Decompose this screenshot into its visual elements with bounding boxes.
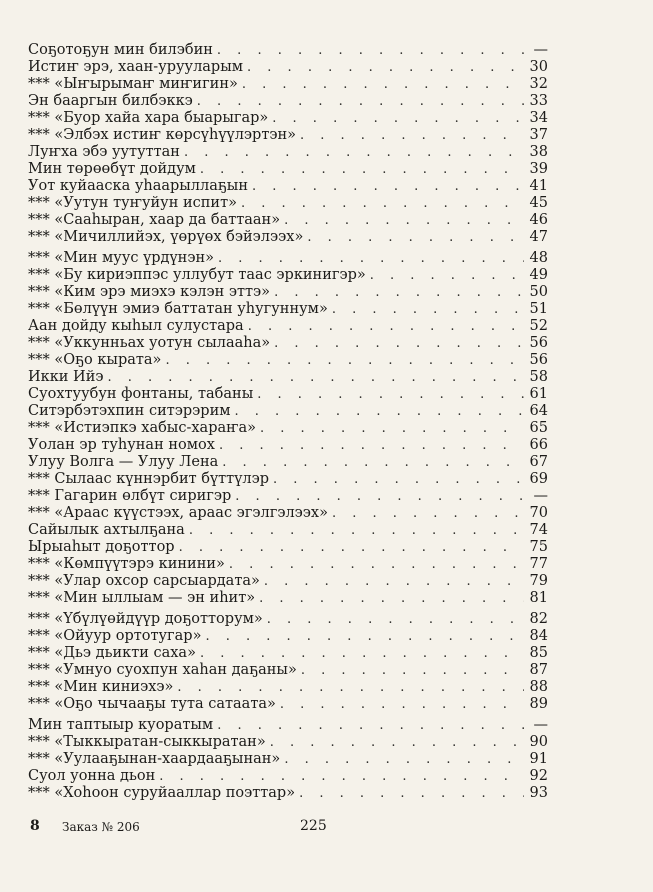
toc-entry-title: *** «Истиэпкэ хабыс-хараҥа» (28, 420, 256, 436)
toc-entry (28, 352, 548, 369)
toc-entry-page: 93 (529, 785, 548, 801)
toc-entry-page: 45 (529, 195, 548, 211)
page-number: 225 (300, 818, 327, 834)
toc-entry (28, 717, 548, 734)
toc-entry-title: *** «Уулааҕынан-хаардааҕынан» (28, 751, 281, 767)
dot-leader (272, 110, 524, 127)
toc-entry-page: 65 (529, 420, 548, 436)
dot-leader (242, 76, 524, 93)
dot-leader (205, 628, 524, 645)
toc-entry-page: 87 (529, 662, 548, 678)
toc-entry-page: 48 (529, 250, 548, 266)
dot-leader (252, 178, 524, 195)
dot-leader (235, 488, 524, 505)
toc-entry (28, 590, 548, 607)
toc-entry (28, 250, 548, 267)
dot-leader (274, 284, 524, 301)
toc-entry (28, 611, 548, 628)
dot-leader (267, 611, 524, 628)
toc-entry-title: Сайылык ахтылҕана (28, 522, 185, 538)
toc-entry (28, 420, 548, 437)
toc-entry-page: 85 (529, 645, 548, 661)
dot-leader (260, 420, 524, 437)
toc-entry-page: 70 (529, 505, 548, 521)
dot-leader (222, 454, 524, 471)
toc-entry-title: Истиҥ эрэ, хаан-урууларым (28, 59, 244, 75)
toc-entry-title: Уот куйааска уһаарыллаҕын (28, 178, 248, 194)
toc-entry-page: 74 (529, 522, 548, 538)
toc-entry-title: *** «Ким эрэ миэхэ кэлэн эттэ» (28, 284, 271, 300)
toc-entry (28, 93, 548, 110)
toc-entry-page: 79 (529, 573, 548, 589)
toc-entry (28, 386, 548, 403)
dot-leader (179, 539, 524, 556)
toc-entry-title: *** «Араас күүстээх, араас эгэлгэлээх» (28, 505, 328, 521)
toc-entry-page: 82 (529, 611, 548, 627)
toc-entry (28, 645, 548, 662)
toc-entry-title: *** «Элбэх истиҥ көрсүһүүлэртэн» (28, 127, 297, 143)
toc-entry (28, 369, 548, 386)
dot-leader (229, 556, 524, 573)
signature-mark: 8 (30, 818, 40, 834)
toc-entry-title: *** «Оҕо чычааҕы тута сатаата» (28, 696, 276, 712)
toc-entry (28, 768, 548, 785)
toc-entry-page: 37 (529, 127, 548, 143)
toc-entry-page: 49 (529, 267, 548, 283)
dot-leader (177, 679, 524, 696)
toc-entry-title: Соҕотоҕун мин билэбин (28, 42, 213, 58)
dot-leader (299, 785, 524, 802)
toc-entry (28, 628, 548, 645)
toc-entry-title: *** «Бөлүүн эмиэ баттатан уһугуннум» (28, 301, 328, 317)
dot-leader (189, 522, 524, 539)
toc-entry (28, 522, 548, 539)
toc-entry-page: 69 (529, 471, 548, 487)
toc-entry-page: 38 (529, 144, 548, 160)
toc-entry (28, 195, 548, 212)
toc-entry-page: 66 (529, 437, 548, 453)
toc-entry-page: — (533, 717, 548, 733)
toc-entry (28, 751, 548, 768)
toc-entry-page: 32 (529, 76, 548, 92)
dot-leader (248, 318, 524, 335)
dot-leader (159, 768, 524, 785)
page-footer (30, 818, 550, 838)
dot-leader (247, 59, 524, 76)
toc-entry-title: *** «Дьэ дьикти саха» (28, 645, 196, 661)
toc-entry-title: *** «Буор хайа хара быарыгар» (28, 110, 269, 126)
toc-entry (28, 505, 548, 522)
toc-entry (28, 335, 548, 352)
toc-entry-title: *** «Мин киниэхэ» (28, 679, 174, 695)
toc-entry-page: 58 (529, 369, 548, 385)
toc-entry-title: *** «Бу кириэппэс уллубут таас эркинигэр» (28, 267, 366, 283)
toc-entry (28, 301, 548, 318)
toc-entry-page: 56 (529, 352, 548, 368)
dot-leader (307, 229, 524, 246)
print-order: Заказ № 206 (62, 820, 140, 834)
toc-entry-page: 56 (529, 335, 548, 351)
toc-entry-title: *** «Ойуур ортотугар» (28, 628, 202, 644)
toc-entry (28, 573, 548, 590)
toc-entry (28, 76, 548, 93)
dot-leader (218, 250, 524, 267)
dot-leader (273, 471, 524, 488)
dot-leader (200, 645, 524, 662)
toc-entry-page: 50 (529, 284, 548, 300)
toc-entry (28, 59, 548, 76)
dot-leader (270, 734, 524, 751)
toc-entry-page: 77 (529, 556, 548, 572)
toc-entry (28, 229, 548, 246)
toc-entry (28, 178, 548, 195)
dot-leader (332, 301, 524, 318)
toc-entry (28, 284, 548, 301)
dot-leader (332, 505, 524, 522)
dot-leader (301, 662, 524, 679)
dot-leader (200, 161, 524, 178)
toc-entry-page: 90 (529, 734, 548, 750)
dot-leader (280, 696, 524, 713)
toc-entry-page: 64 (529, 403, 548, 419)
toc-entry-title: *** «Сааһыран, хаар да баттаан» (28, 212, 281, 228)
toc-entry-title: *** «Умнуо суохпун хаһан даҕаны» (28, 662, 297, 678)
dot-leader (257, 386, 524, 403)
dot-leader (235, 403, 524, 420)
dot-leader (197, 93, 524, 110)
toc-entry-title: *** «Көмпүүтэрэ кинини» (28, 556, 225, 572)
toc-entry (28, 471, 548, 488)
toc-entry-page: — (533, 488, 548, 504)
toc-entry-page: 51 (529, 301, 548, 317)
dot-leader (217, 717, 524, 734)
toc-entry-title: Суол уонна дьон (28, 768, 156, 784)
toc-entry-title: Мин төрөөбүт дойдум (28, 161, 196, 177)
toc-entry (28, 212, 548, 229)
toc-entry-page: 33 (529, 93, 548, 109)
dot-leader (284, 751, 524, 768)
dot-leader (284, 212, 524, 229)
toc-entry (28, 127, 548, 144)
dot-leader (259, 590, 524, 607)
toc-entry (28, 267, 548, 284)
toc-entry-page: 81 (529, 590, 548, 606)
toc-entry-page: 30 (529, 59, 548, 75)
toc-entry-page: 88 (529, 679, 548, 695)
toc-entry-title: Суохтуубун фонтаны, табаны (28, 386, 254, 402)
toc-entry (28, 454, 548, 471)
dot-leader (300, 127, 524, 144)
toc-entry (28, 539, 548, 556)
toc-entry (28, 403, 548, 420)
toc-entry-title: *** «Оҕо кырата» (28, 352, 162, 368)
dot-leader (184, 144, 524, 161)
toc-entry-title: Уолан эр туһунан номох (28, 437, 215, 453)
toc-entry-title: *** «Тыккыратан-сыккыратан» (28, 734, 266, 750)
toc-entry-page: 89 (529, 696, 548, 712)
toc-entry (28, 696, 548, 713)
toc-entry-title: Икки Ийэ (28, 369, 104, 385)
table-of-contents (28, 42, 548, 802)
toc-entry (28, 734, 548, 751)
toc-entry-title: *** «Уккунньах уотун сылааһа» (28, 335, 271, 351)
toc-entry-title: *** «Үбүлүөйдүүр доҕотторум» (28, 611, 263, 627)
dot-leader (165, 352, 524, 369)
dot-leader (241, 195, 524, 212)
toc-entry (28, 110, 548, 127)
toc-entry (28, 556, 548, 573)
dot-leader (274, 335, 524, 352)
toc-entry-title: *** «Улар охсор сарсыардата» (28, 573, 260, 589)
dot-leader (107, 369, 524, 386)
toc-entry-page: 41 (529, 178, 548, 194)
toc-entry-page: 46 (529, 212, 548, 228)
toc-entry-page: 39 (529, 161, 548, 177)
toc-entry-page: 84 (529, 628, 548, 644)
toc-entry (28, 161, 548, 178)
toc-entry (28, 662, 548, 679)
toc-entry-title: *** «Мичиллийэх, үөрүөх бэйэлээх» (28, 229, 304, 245)
dot-leader (264, 573, 524, 590)
toc-entry (28, 488, 548, 505)
dot-leader (370, 267, 524, 284)
toc-entry (28, 785, 548, 802)
toc-entry-page: 61 (529, 386, 548, 402)
toc-entry-page: 52 (529, 318, 548, 334)
toc-entry-title: *** «Мин муус үрдүнэн» (28, 250, 215, 266)
toc-entry-page: 47 (529, 229, 548, 245)
toc-entry (28, 42, 548, 59)
toc-entry (28, 437, 548, 454)
dot-leader (217, 42, 524, 59)
toc-entry-title: *** «Ыҥырымаҥ миҥигин» (28, 76, 238, 92)
toc-entry-title: *** Сылаас күннэрбит бүттүлэр (28, 471, 270, 487)
toc-entry-page: 92 (529, 768, 548, 784)
toc-entry-page: 67 (529, 454, 548, 470)
toc-entry (28, 318, 548, 335)
toc-entry-title: Луҥха эбэ уутуттан (28, 144, 180, 160)
toc-entry-page: 91 (529, 751, 548, 767)
toc-entry-page: — (533, 42, 548, 58)
toc-entry-title: *** Гагарин өлбүт сиригэр (28, 488, 232, 504)
toc-entry-title: Эн бааргын билбэккэ (28, 93, 193, 109)
toc-entry (28, 144, 548, 161)
toc-entry-title: *** «Мин ыллыам — эн иһит» (28, 590, 256, 606)
toc-entry-title: Мин таптыыр куоратым (28, 717, 214, 733)
toc-entry-title: *** «Хоһоон суруйааллар поэттар» (28, 785, 296, 801)
toc-entry (28, 679, 548, 696)
toc-entry-title: Аан дойду кыһыл сулустара (28, 318, 244, 334)
toc-entry-title: Ырыаһыт доҕоттор (28, 539, 175, 555)
toc-entry-title: Ситэрбэтэхпин ситэрэрим (28, 403, 231, 419)
dot-leader (219, 437, 524, 454)
toc-entry-page: 34 (529, 110, 548, 126)
toc-entry-page: 75 (529, 539, 548, 555)
toc-entry-title: *** «Уутун туҥуйун испит» (28, 195, 237, 211)
toc-entry-title: Улуу Волга — Улуу Лена (28, 454, 219, 470)
